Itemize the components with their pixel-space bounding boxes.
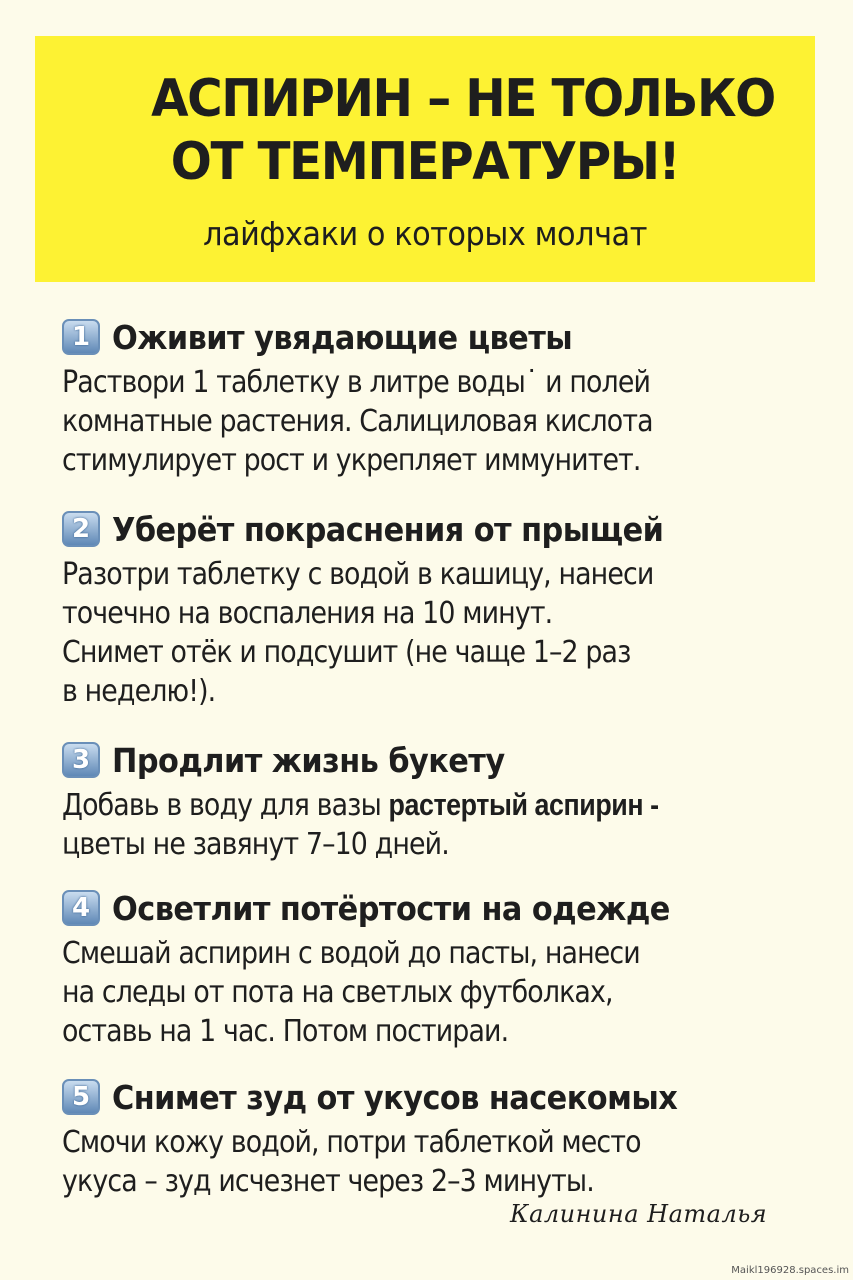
tip-title: Осветлит потёртости на одежде [112,888,670,928]
header-banner [35,36,815,282]
tip-body [62,934,731,1051]
tip-title: Продлит жизнь букету [112,740,505,780]
tip-line: стимулирует рост и укрепляет иммунитет. [62,443,641,478]
tip-body [62,363,731,480]
tip-line: Разотри таблетку с водой в кашицу, нанеси [62,557,654,592]
tip-line: Снимет отёк и подсушит (не чаще 1–2 раз [62,635,631,670]
page-subtitle: лайфхаки о которых молчат [203,214,647,253]
tip-heading [62,1073,822,1121]
tip-heading [62,505,822,553]
tip-1 [62,313,822,480]
tip-line: оставь на 1 час. Потом постираи. [62,1014,509,1049]
tip-line: точечно на воспаления на 10 минут. [62,596,553,631]
tip-line [62,786,731,825]
tip-heading [62,884,822,932]
tip-body [62,555,731,711]
tip-line: на следы от пота на светлых футболках, [62,975,613,1010]
number-4-icon: 4 [62,890,100,926]
tip-line: укуса – зуд исчезнет через 2–3 минуты. [62,1164,594,1199]
author-signature: Калинина Наталья [510,1200,768,1228]
number-2-icon: 2 [62,511,100,547]
tip-line: комнатные растения. Салициловая кислота [62,404,653,439]
tip-line: в неделю!). [62,674,216,709]
tip-4 [62,884,822,1051]
page-title-line-2: ОТ ТЕМПЕРАТУРЫ! [170,132,680,192]
number-5-icon: 5 [62,1079,100,1115]
page-title-line-1: АСПИРИН – НЕ ТОЛЬКО [151,69,775,129]
tip-heading [62,736,822,784]
tip-heading [62,313,822,361]
tip-5 [62,1073,822,1201]
tip-line: Смочи кожу водой, потри таблеткой место [62,1125,641,1160]
tip-title: Уберёт покраснения от прыщей [112,509,664,549]
tip-title: Оживит увядающие цветы [112,317,573,357]
tip-3 [62,736,822,864]
tip-title: Снимет зуд от укусов насекомых [112,1077,678,1117]
tip-body [62,1123,731,1201]
watermark: Maikl196928.spaces.im [731,1265,849,1276]
tip-2 [62,505,822,711]
tip-line: Смешай аспирин с водой до пасты, нанеси [62,936,640,971]
number-3-icon: 3 [62,742,100,778]
tip-line: цветы не завянут 7–10 дней. [62,827,449,862]
tip-highlight: растертый аспирин - [388,788,659,822]
tip-body [62,786,731,864]
tip-line-prefix: Добавь в воду для вазы [62,788,389,823]
number-1-icon: 1 [62,319,100,355]
tip-line: Раствори 1 таблетку в литре воды˙ и полей [62,365,651,400]
